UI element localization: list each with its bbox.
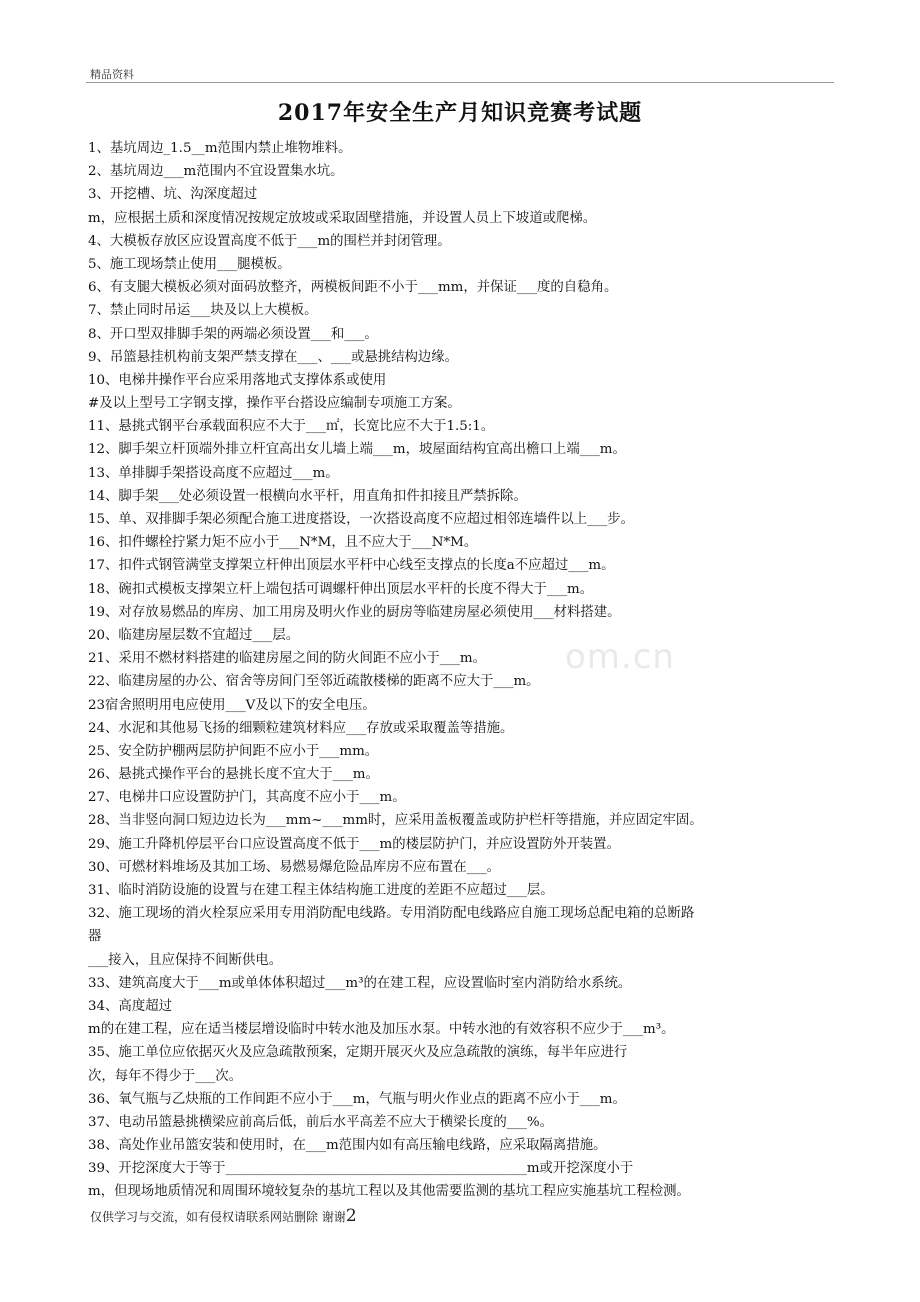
document-title: 2017年安全生产月知识竞赛考试题	[277, 100, 643, 126]
question-line: 13、单排脚手架搭设高度不应超过___m。	[88, 465, 339, 481]
question-line: 23宿舍照明用电应使用___V及以下的安全电压。	[88, 697, 376, 713]
question-line: m的在建工程，应在适当楼层增设临时中转水池及加压水泵。中转水池的有效容积不应少于___m³。	[88, 1022, 675, 1038]
question-line: 11、悬挑式钢平台承载面积应不大于___㎡，长宽比应不大于1.5:1。	[88, 419, 495, 435]
question-line: 7、禁止同时吊运___块及以上大模板。	[88, 303, 318, 319]
question-line: 30、可燃材料堆场及其加工场、易燃易爆危险品库房不应布置在___。	[88, 859, 501, 875]
question-line: 次，每年不得少于___次。	[88, 1068, 242, 1084]
question-line: 24、水泥和其他易飞扬的细颗粒建筑材料应___存放或采取覆盖等措施。	[88, 720, 514, 736]
question-line: 5、施工现场禁止使用___腿模板。	[88, 256, 291, 272]
question-line: 9、吊篮悬挂机构前支架严禁支撑在___、___或悬挑结构边缘。	[88, 349, 459, 365]
question-line: 28、当非竖向洞口短边边长为___mm~___mm时，应采用盖板覆盖或防护栏杆等措施，并应固定牢固。	[88, 813, 703, 829]
question-list	[88, 137, 838, 1204]
question-line: 33、建筑高度大于___m或单体体积超过___m³的在建工程，应设置临时室内消防给水系统。	[88, 975, 632, 991]
question-line: 25、安全防护棚两层防护间距不应小于___mm。	[88, 743, 379, 759]
question-line: 38、高处作业吊篮安装和使用时，在___m范围内如有高压输电线路，应采取隔离措施。	[88, 1138, 607, 1154]
question-line: 34、高度超过	[88, 998, 172, 1014]
question-line: 2、基坑周边___m范围内不宜设置集水坑。	[88, 164, 344, 180]
footer-disclaimer: 仅供学习与交流，如有侵权请联系网站删除 谢谢	[90, 1210, 346, 1224]
question-line: 10、电梯井操作平台应采用落地式支撑体系或使用	[88, 372, 387, 388]
question-line: 12、脚手架立杆顶端外排立杆宜高出女儿墙上端___m，坡屋面结构宜高出檐口上端___m。	[88, 442, 626, 458]
question-line: 27、电梯井口应设置防护门，其高度不应小于___m。	[88, 790, 406, 806]
question-line: m，但现场地质情况和周围环境较复杂的基坑工程以及其他需要监测的基坑工程应实施基坑工程检测。	[88, 1184, 690, 1200]
header-divider	[86, 82, 834, 83]
question-line: 32、施工现场的消火栓泵应采用专用消防配电线路。专用消防配电线路应自施工现场总配电箱的总断路	[88, 906, 695, 922]
watermark: om.cn	[565, 637, 675, 677]
page-footer	[90, 1206, 357, 1226]
question-line: 21、采用不燃材料搭建的临建房屋之间的防火间距不应小于___m。	[88, 651, 486, 667]
question-line: 16、扣件螺栓拧紧力矩不应小于___N*M，且不应大于___N*M。	[88, 535, 478, 551]
question-line: ___接入，且应保持不间断供电。	[88, 952, 283, 968]
question-line: 39、开挖深度大于等于_____________________________________________m或开挖深度小于	[88, 1161, 634, 1177]
question-line: 17、扣件式钢管满堂支撑架立杆伸出顶层水平杆中心线至支撑点的长度a不应超过___m。	[88, 558, 615, 574]
question-line: 15、单、双排脚手架必须配合施工进度搭设，一次搭设高度不应超过相邻连墙件以上___步。	[88, 512, 634, 527]
page-header-label: 精品资料	[90, 68, 134, 81]
question-line: 6、有支腿大模板必须对面码放整齐，两模板间距不小于___mm，并保证___度的自稳角。	[88, 280, 618, 296]
question-line: 3、开挖槽、坑、沟深度超过	[88, 187, 258, 203]
question-line: 20、临建房屋层数不宜超过___层。	[88, 627, 300, 643]
question-line: 29、施工升降机停层平台口应设置高度不低于___m的楼层防护门，并应设置防外开装置。	[88, 836, 620, 852]
question-line: 36、氧气瓶与乙炔瓶的工作间距不应小于___m，气瓶与明火作业点的距离不应小于___m。	[88, 1091, 626, 1107]
question-line: 4、大模板存放区应设置高度不低于___m的围栏并封闭管理。	[88, 233, 451, 249]
question-line: 26、悬挑式操作平台的悬挑长度不宜大于___m。	[88, 767, 379, 783]
question-line: 1、基坑周边_1.5__m范围内禁止堆物堆料。	[88, 141, 352, 156]
question-line: 37、电动吊篮悬挑横梁应前高后低，前后水平高差不应大于横梁长度的___%。	[88, 1114, 553, 1130]
question-line: m，应根据土质和深度情况按规定放坡或采取固壁措施，并设置人员上下坡道或爬梯。	[88, 210, 597, 226]
question-line: #及以上型号工字钢支撑，操作平台搭设应编制专项施工方案。	[88, 396, 461, 412]
question-line: 19、对存放易燃品的库房、加工用房及明火作业的厨房等临建房屋必须使用___材料搭建。	[88, 604, 621, 620]
question-line: 器	[88, 929, 102, 945]
page-number: 2	[345, 1206, 357, 1226]
question-line: 35、施工单位应依据灭火及应急疏散预案，定期开展灭火及应急疏散的演练，每半年应进行	[88, 1045, 628, 1061]
question-line: 31、临时消防设施的设置与在建工程主体结构施工进度的差距不应超过___层。	[88, 883, 554, 898]
question-line: 18、碗扣式模板支撑架立杆上端包括可调螺杆伸出顶层水平杆的长度不得大于___m。	[88, 581, 594, 597]
question-line: 22、临建房屋的办公、宿舍等房间门至邻近疏散楼梯的距离不应大于___m。	[88, 674, 540, 690]
question-line: 14、脚手架___处必须设置一根横向水平杆，用直角扣件扣接且严禁拆除。	[88, 488, 527, 504]
question-line: 8、开口型双排脚手架的两端必须设置___和___。	[88, 326, 378, 342]
